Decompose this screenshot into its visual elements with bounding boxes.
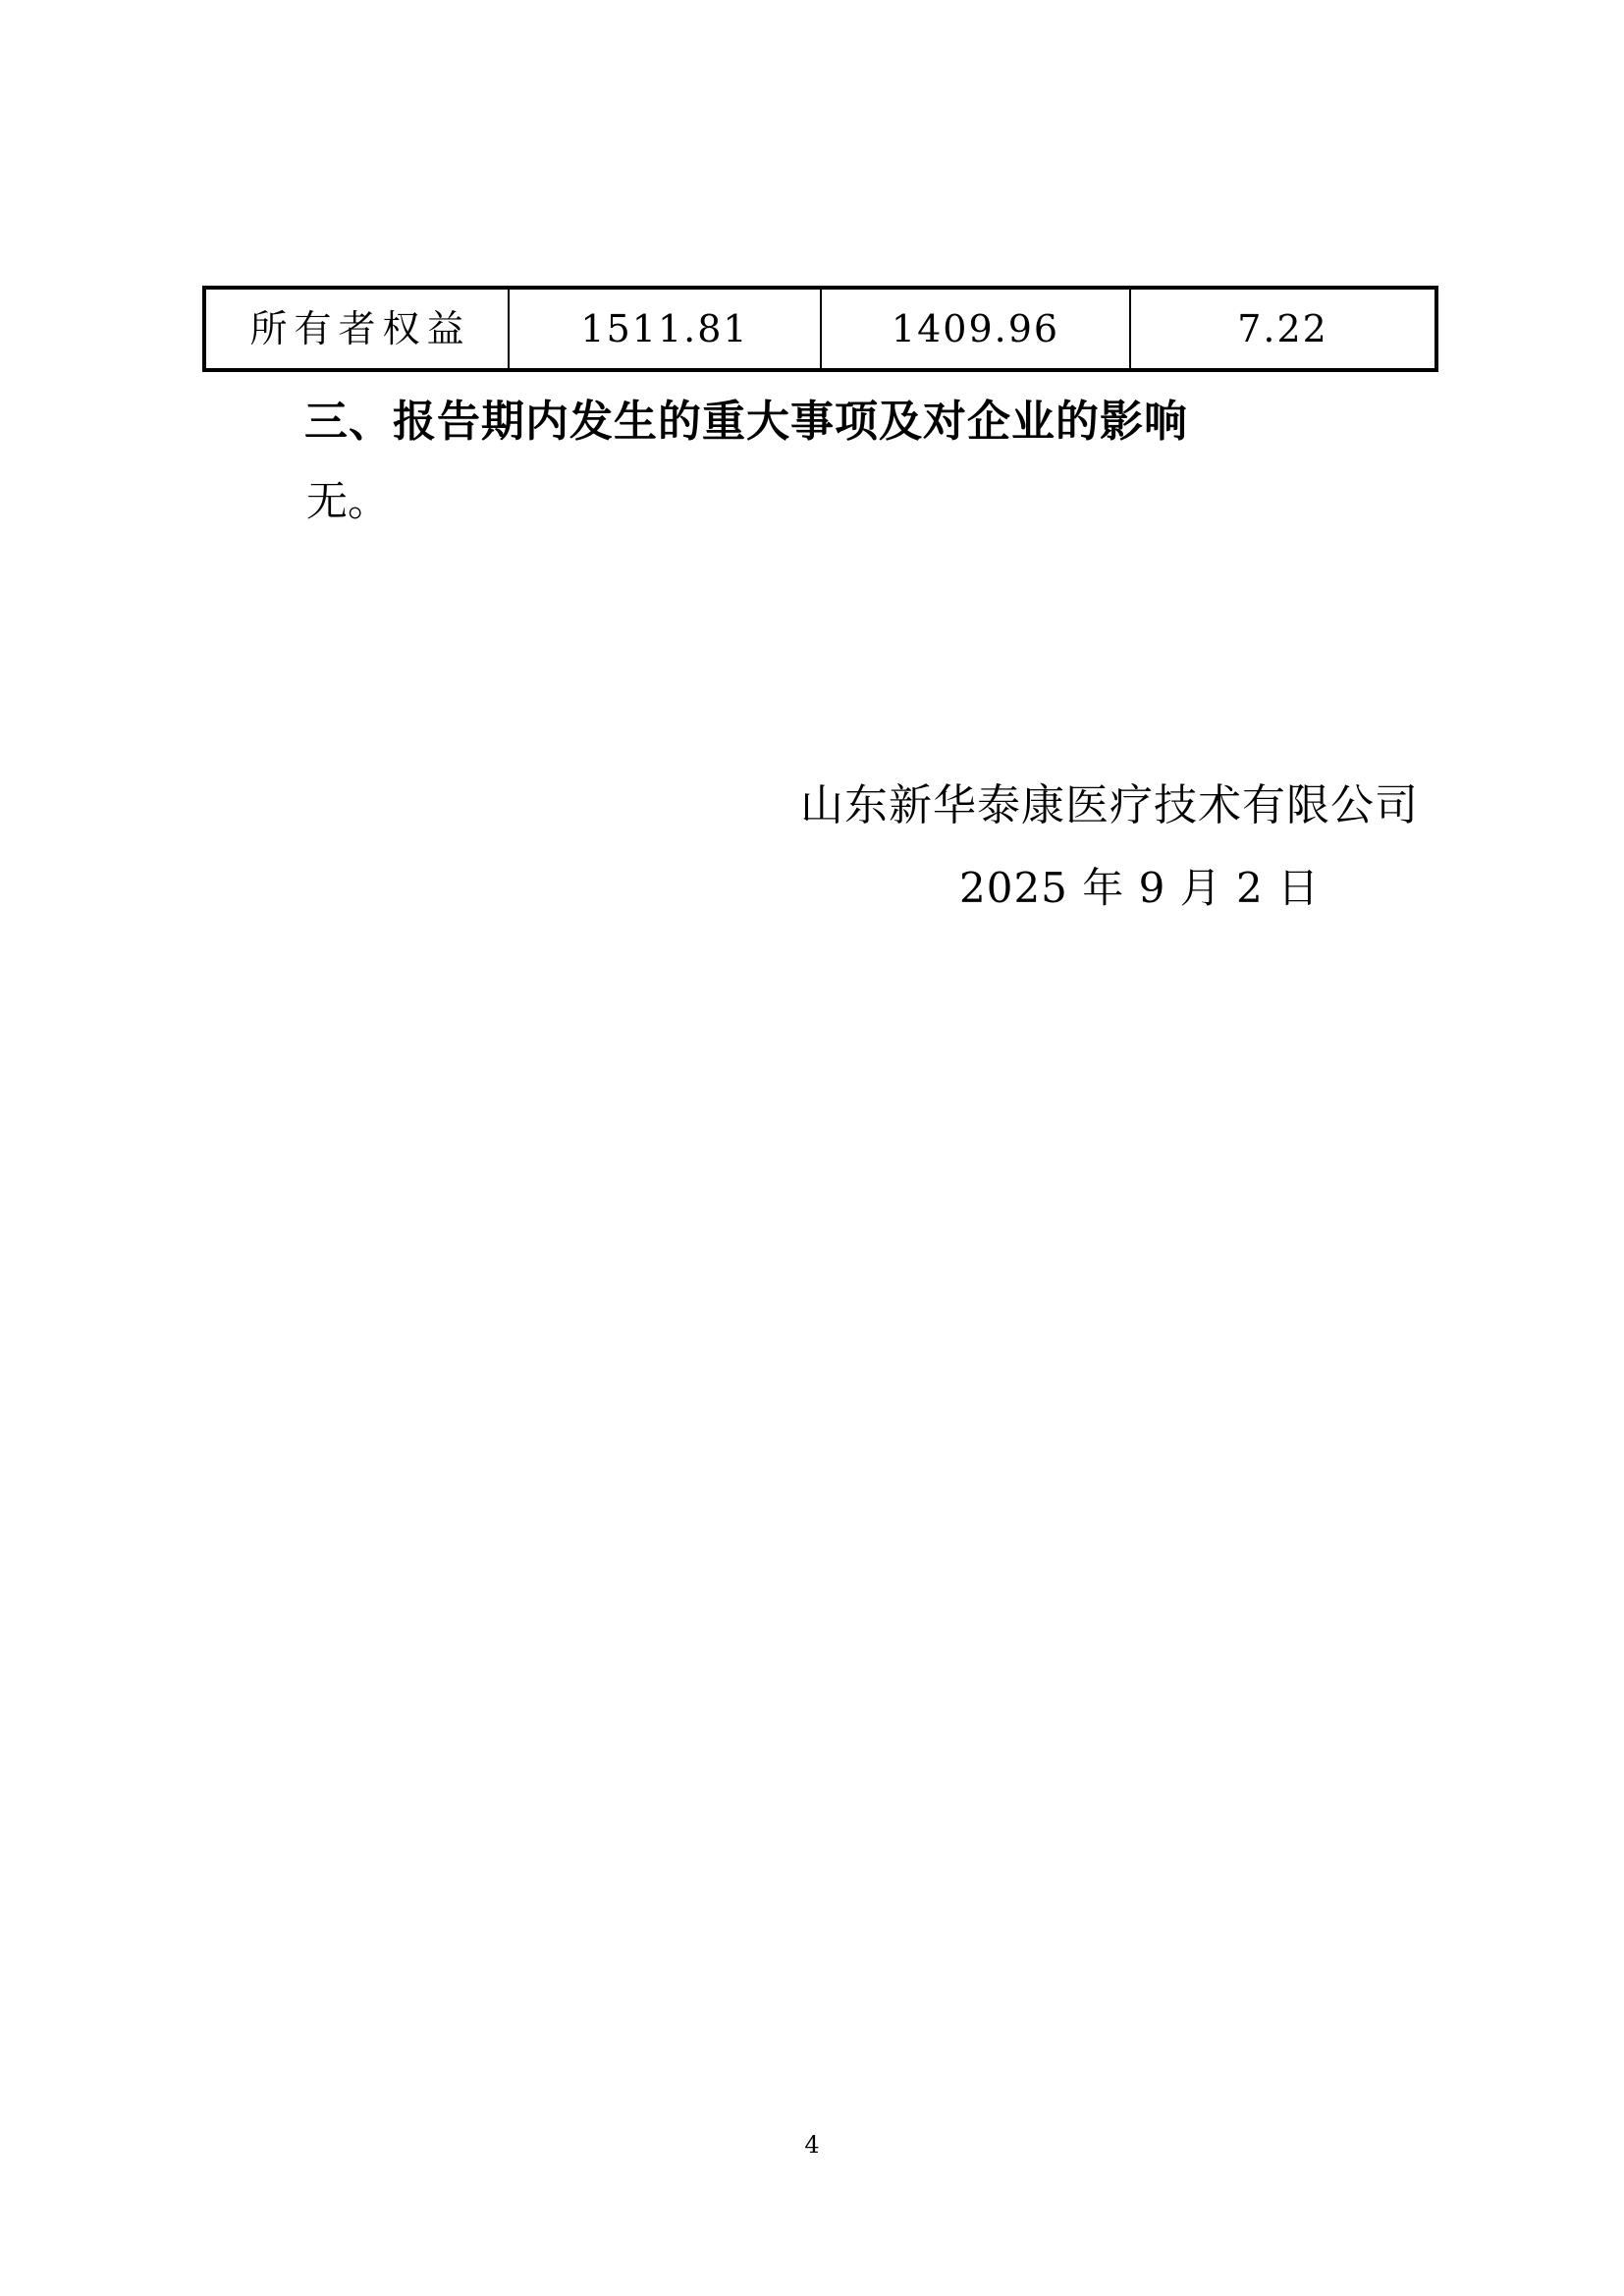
table-cell-change-percent-value: 7.22: [1129, 290, 1435, 368]
table-cell-current-period-value: 1511.81: [508, 290, 820, 368]
signature-date: 2025 年 9 月 2 日: [959, 864, 1321, 912]
table-cell-label-text: 所有者权益: [249, 307, 471, 350]
table-cell-owners-equity-label: [206, 290, 508, 368]
page-number: 4: [804, 2131, 820, 2159]
table-cell-prior-period-value: 1409.96: [820, 290, 1129, 368]
section-heading: 三、报告期内发生的重大事项及对企业的影响: [304, 397, 1188, 447]
section-body-text: 无。: [306, 477, 390, 525]
financial-table-row: [202, 286, 1438, 372]
signature-company-name: 山东新华泰康医疗技术有限公司: [800, 780, 1419, 830]
